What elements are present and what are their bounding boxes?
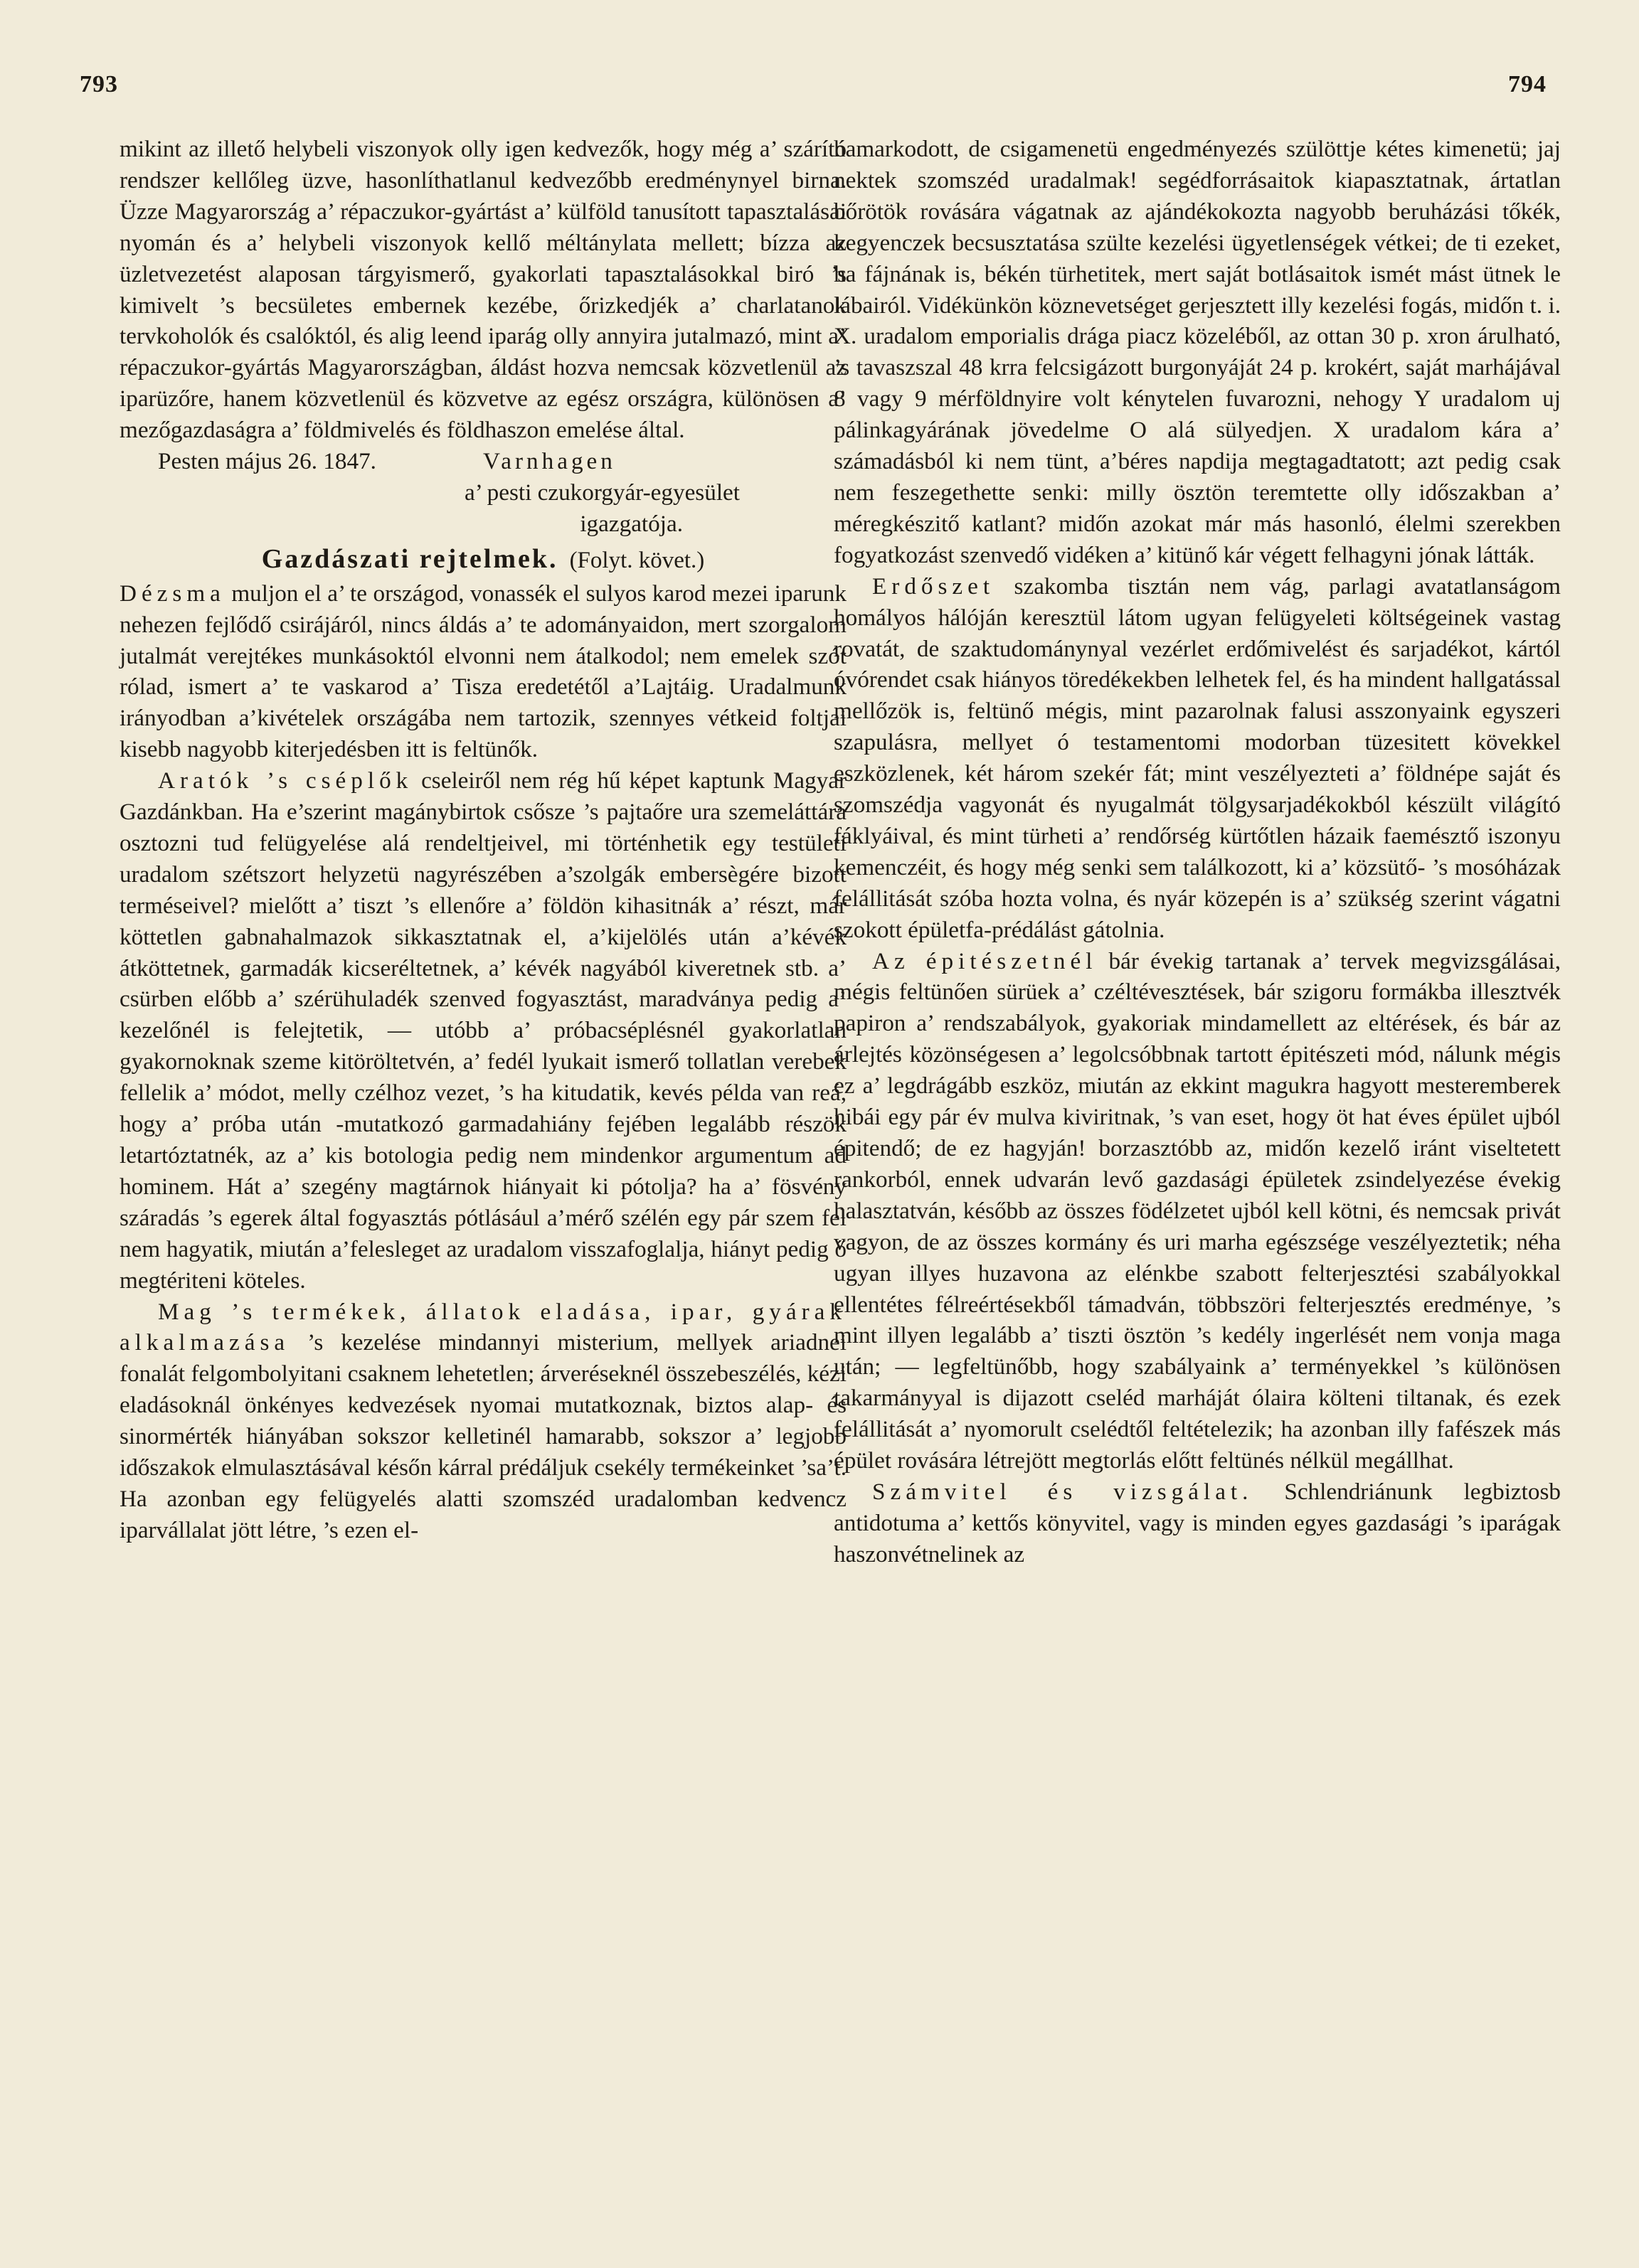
right-column [834,134,1561,1570]
signature-block [120,446,847,540]
paragraph [120,765,847,1296]
spaced-lead: Erdőszet [872,573,995,600]
left-column [120,134,847,1546]
paragraph-text: muljon el a’ te országod, vonassék el sulyos karod mezei iparunk nehezen fejlődő csirájáról, nincs áldás a’ te adományaidon, mert szorgalom jutalmát verejtékes munkásoktól elvonni nem átalkodol; nem emelek szót rólad, ismert a’ te vaskarod a’ Tisza eredetétől a’Lajtáig. Uradalmunk irányodban a’kivételek országába nem tartozik, szennyes vétkeid foltjai kisebb nagyobb kiterjedésben itt is feltünők. [120,580,847,763]
signature-line [120,446,847,477]
author-organization: a’ pesti czukorgyár-egyesület [465,479,740,506]
spaced-lead: Dézsma [120,580,226,607]
paragraph [120,1297,847,1546]
place-date: Pesten május 26. 1847. [158,448,376,475]
paragraph-text: Schlendriánunk legbiztosb antidotuma a’ kettős könyvitel, vagy is minden egyes gazdasági ’s iparágak haszonvétnelinek az [834,1478,1561,1567]
paragraph: hamarkodott, de csigamenetü engedményezés szülöttje kétes kimenetü; jaj nektek szomszéd uradalmak! segédforrásaitok kiapasztatnak, ártatlan bőrötök rovására vágatnak az ajándékokozta nagyobb beruházási tőkék, kegyenczek becsusztatása szülte kezelési ügyetlenségek vétkei; de ti ezeket, ha fájnának is, békén türhetitek, mert saját botlásaitok ismét mást ütnek le lábairól. Vidékünkön köznevetséget gerjesztett illy kezelési fogás, midőn t. i. X. uradalom emporialis drága piacz közeléből, az ottan 30 p. xron árulható, ’s tavaszszal 48 krra felcsigázott burgonyáját 24 p. krokért, saját marhájával 8 vagy 9 mérföldnyire volt kénytelen fuvarozni, nehogy Y uradalom uj pálinkagyárának jövedelme O alá sülyedjen. X uradalom kára a’ számadásból ki nem tünt, a’béres napdija megtagadtatott; azt pedig csak nem feszegethette senki: milly ösztön teremtette olly időszakban a’ méregkészitő katlant? midőn azokat már más hasonló, élelmi szerekben fogyatkozást szenvedő vidéken a’ kitünő kár végett felhagyni jónak látták. [834,136,1561,568]
spaced-lead: Aratók ’s cséplők [158,767,413,794]
page-number-right: 794 [1508,71,1547,97]
heading-note: (Folyt. követ.) [569,547,705,573]
paragraph [120,578,847,765]
heading-title: Gazdászati rejtelmek. [261,543,558,574]
spaced-lead: Mag ’s termékek, állatok eladása, ipar, gyárak alkalmazása [120,1298,847,1356]
author-name: Varnhagen [482,448,616,475]
paragraph: mikint az illető helybeli viszonyok olly igen kedvezők, hogy még a’ szárító rendszer kellőleg üzve, hasonlíthatlanul kedvezőbb eredménynyel birna. Üzze Magyarország a’ répaczukor-gyártást a’ külföld tanusított tapasztalásai nyomán és a’ helybeli viszonyok kellő méltánylata mellett; bízza az üzletvezetést alaposan tárgyismerő, gyakorlati tapasztalásokkal biró ’s kimivelt ’s becsületes embernek kezébe, őrizkedjék a’ charlatanok tervkoholók és csalóktól, és alig leend iparág olly annyira jutalmazó, mint a’ répaczukor-gyártás Magyarországban, áldást hozva nemcsak közvetlenül az iparüzőre, hanem közvetlenül és közvetve az egész országra, különösen a’ mezőgazdaságra a’ földmivelés és földhaszon emelése által. [120,136,847,444]
paragraph [834,571,1561,946]
paragraph [834,946,1561,1476]
paragraph-text: ’s kezelése mindannyi misterium, mellyek ariadnei fonalát felgombolyitani csaknem lehetetlen; árveréseknél összebeszélés, kézi eladásoknál önkényes kedvezések nyomai mutatkoznak, biztos alap- és sinormérték hiányában sokszor kelletinél hamarabb, sokszor a’ legjobb időszakok elmulasztásával későn kárral prédáljuk csekély termékeinket ’sa’t. Ha azonban egy felügyelés alatti szomszéd uradalomban kedvencz iparvállalat jött létre, ’s ezen el- [120,1329,847,1543]
paragraph-text: szakomba tisztán nem vág, parlagi avatatlanságom homályos hálóján keresztül látom ugyan felügyeleti költségeinek vastag rovatát, de szaktudománynyal vezérlet erdőmivelést és sarjadékot, kártól óvórendet csak hiányos töredékekben lelhetek fel, és ha mindent hallgatással mellőzök is, feltünő mégis, mint pazarolnak falusi asszonyaink egyszeri szapulásra, mellyet ó testamentomi modorban tüzesitett kövekkel eszközlenek, két három szekér fát; mint veszélyezteti a’ földnépe saját és szomszédja vagyonát és nyugalmát tölgysarjadékokból készült világító fáklyáival, és mint türheti a’ rendőrség kürtőtlen házaik faemésztő iszonyu kemenczéit, és hogy még senki sem találkozott, ki a’ közsütő- ’s mosóházak felállitását szóba hozta volna, és nyár közepén is a’ szükség szerint vágatni szokott épületfa-prédálást gátolnia. [834,573,1561,943]
paragraph [834,1476,1561,1570]
page-number-left: 793 [80,71,118,97]
spaced-lead: Az épitészetnél [872,947,1098,974]
paragraph-text: bár évekig tartanak a’ tervek megvizsgálásai, mégis feltünően sürüek a’ czéltévesztések, bár szigoru formákba illesztvék papiron a’ rendszabályok, gyakoriak mindamellett az eltérések, és bár az árlejtés közönségesen a’ legolcsóbbnak tartott épitészeti mód, nálunk mégis ez a’ legdrágább eszköz, miután az ekkint magukra hagyott mesteremberek hibái egy pár év mulva kiviritnak, ’s van eset, hogy öt hat éves épület ujból épitendő; de ez hagyján! borzasztóbb az, midőn kezelő iránt viseltetett rankorból, ennek udvarán levő gazdasági épületek zsindelyezése évekig halasztatván, később az összes födélzetet ujból kell kötni, és nemcsak privát vagyon, de az összes kormány és uri marha egészsége veszélyeztetik; néha ugyan illyes huzavona az elénkbe szabott felterjesztési szabályokkal ellentétes félreértésekből támadván, többszöri felterjesztés eredménye, ’s mint illyen legalább a’ tiszti ösztön ’s kedély ingerlését nem vonja maga után; — legfeltünőbb, hogy szabályaink a’ terményekkel ’s különösen takarmányyal is dijazott cseléd marháját ólaira költeni tiltanak, és ezek felállitását a’ nyomorult cselédtől feltételezik; ha azonban illy fafészek más épület rovására létrejött megtorlás előtt feltünés nélkül megállhat. [834,947,1561,1474]
section-heading [120,544,847,577]
paragraph-text: cseleiről nem rég hű képet kaptunk Magyar Gazdánkban. Ha e’szerint magánybirtok csősze ’s pajtaőre ura szemeláttára osztozni tud felügyelése alá rendeltjeivel, mi történhetik egy testületi uradalom szétszort helyzetü nagyrészében a’szolgák embersègére bizott terméseivel? mielőtt a’ tiszt ’s ellenőre a’ földön kihasitnák a’ részt, már köttetlen gabnahalmazok sikkasztatnak el, a’kijelölés után a’kévék átköttetnek, garmadák kicseréltetnek, a’ kévék nagyából kiveretnek stb. a’ csürben előbb a’ szérühuladék szenved fogyasztást, maradványa pedig a’ kezelőnél is felejtetik, — utóbb a’ próbacséplésnél gyakorlatlan gyakornoknak szeme kitöröltetvén, a’ fedél lyukait ismerő tollatlan verebek fellelik a’ módot, melly czélhoz vezet, ’s ha kitudatik, kevés példa van reá, hogy a’ próba után -mutatkozó garmadahiány fejében legalább részök letartóztatnék, az a’ kis botologia pedig nem mindenkor argumentum ad hominem. Hát a’ szegény magtárnok hiányait ki pótolja? ha a’ fösvény száradás ’s egerek által fogyasztás pótlásául a’mérő szélén egy pár szem fel nem hagyatik, miután a’felesleget az uradalom visszafoglalja, hiányt pedig ő megtériteni köteles. [120,767,847,1294]
author-title: igazgatója. [580,510,683,537]
spaced-lead: Számvitel és vizsgálat. [872,1478,1253,1505]
